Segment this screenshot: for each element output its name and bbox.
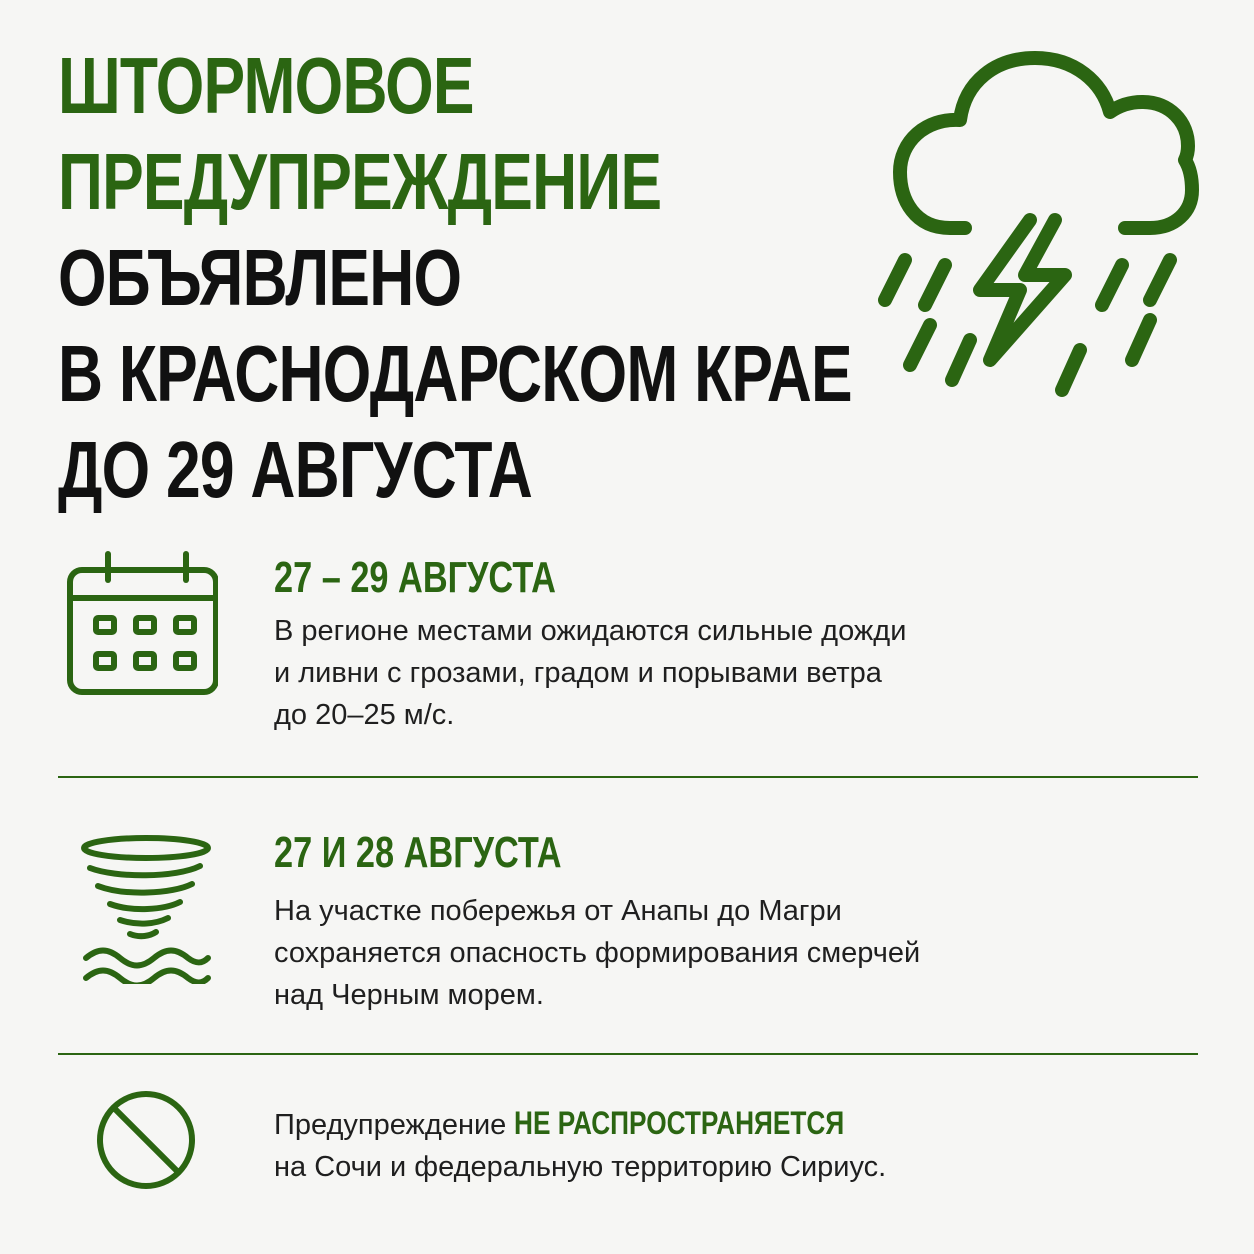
section-body-line: до 20–25 м/с.: [274, 699, 455, 731]
prohibited-icon: [94, 1088, 198, 1192]
title-line-4: В КРАСНОДАРСКОМ КРАЕ: [58, 329, 852, 418]
notice-highlight: НЕ РАСПРОСТРАНЯЕТСЯ: [514, 1105, 845, 1141]
title-line-2: ПРЕДУПРЕЖДЕНИЕ: [58, 137, 662, 226]
notice-text: [274, 1102, 1174, 1188]
tornado-icon: [76, 834, 216, 984]
section-heading: 27 – 29 АВГУСТА: [274, 553, 556, 602]
section-body-line: сохраняется опасность формирования смерчей: [274, 937, 921, 969]
title-line-3: ОБЪЯВЛЕНО: [58, 233, 462, 322]
divider: [58, 776, 1198, 778]
title-line-5: ДО 29 АВГУСТА: [58, 425, 533, 514]
notice-line-1: [274, 1102, 1174, 1146]
section-body-line: над Черным морем.: [274, 979, 544, 1011]
section-heading: 27 И 28 АВГУСТА: [274, 828, 562, 877]
calendar-icon: [58, 550, 218, 695]
divider: [58, 1053, 1198, 1055]
notice: [58, 1088, 1198, 1198]
section-forecast-rain: [58, 545, 1198, 745]
section-forecast-tornado: [58, 826, 1198, 1026]
section-body-line: На участке побережья от Анапы до Магри: [274, 895, 842, 927]
section-body-line: и ливни с грозами, градом и порывами ветра: [274, 657, 882, 689]
notice-prefix: Предупреждение: [274, 1109, 507, 1141]
section-body-line: В регионе местами ожидаются сильные дожди: [274, 615, 907, 647]
storm-cloud-icon: [870, 50, 1210, 410]
section-body: [274, 890, 1094, 1016]
section-body: [274, 610, 1094, 736]
notice-line-2: на Сочи и федеральную территорию Сириус.: [274, 1151, 887, 1183]
title-line-1: ШТОРМОВОЕ: [58, 41, 474, 130]
